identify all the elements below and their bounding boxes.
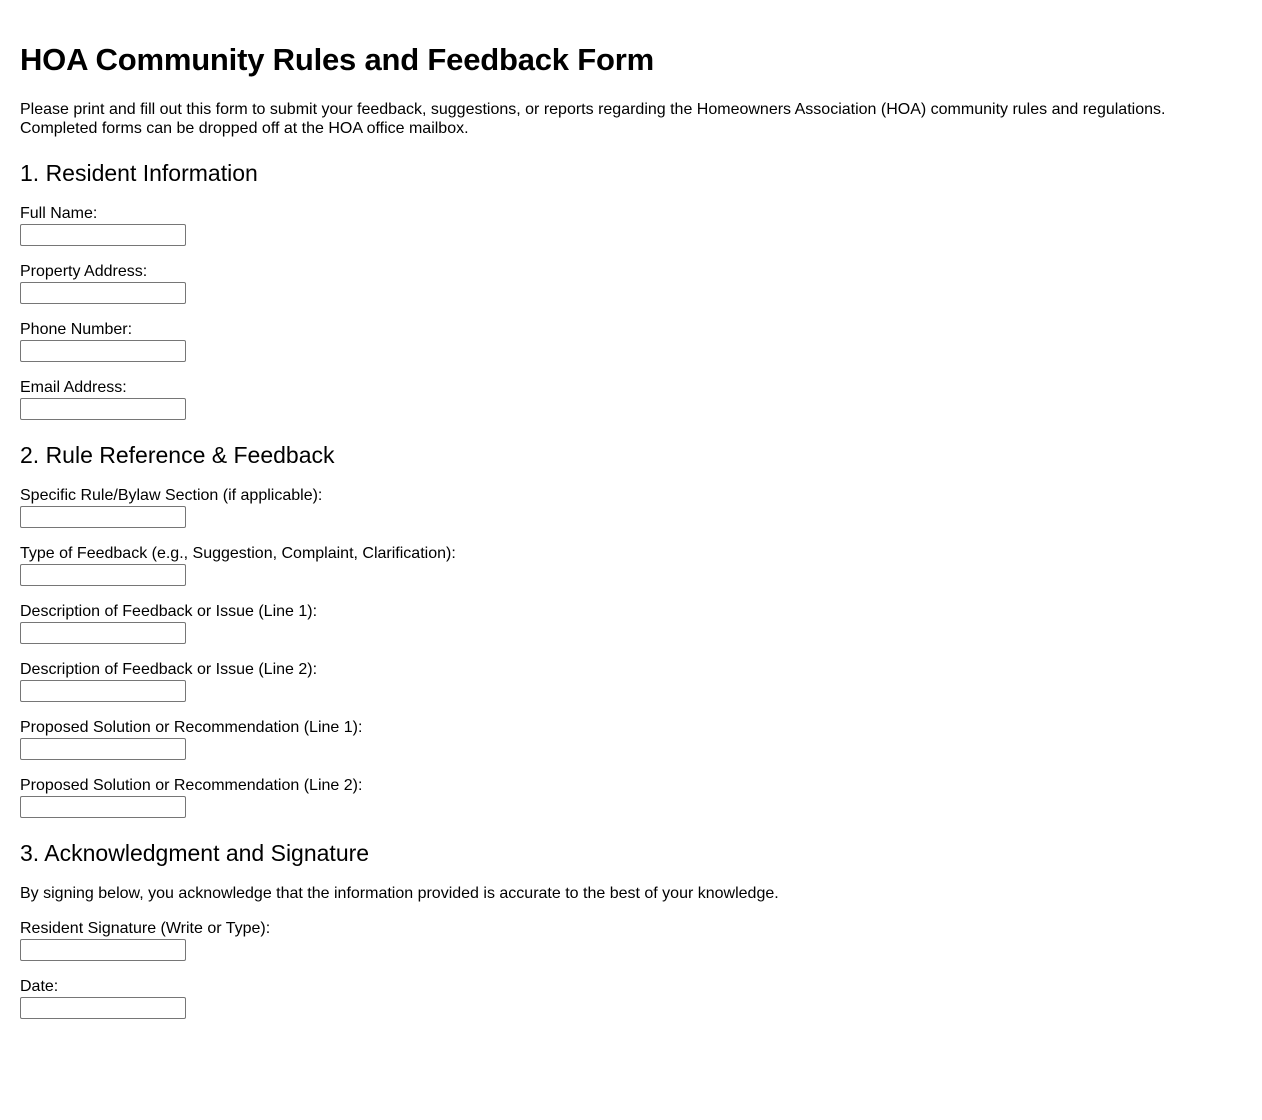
acknowledgment-text: By signing below, you acknowledge that the information provided is accurate to the best of your knowledge. [20, 885, 779, 902]
feedback-type-group [20, 544, 1242, 586]
signature-input[interactable] [20, 939, 186, 961]
solution-line2-group [20, 776, 1242, 818]
full-name-input[interactable] [20, 224, 186, 246]
property-address-input[interactable] [20, 282, 186, 304]
description-line2-label: Description of Feedback or Issue (Line 2): [20, 661, 318, 678]
description-line2-input[interactable] [20, 680, 186, 702]
email-address-label: Email Address: [20, 379, 127, 396]
solution-line1-group [20, 718, 1242, 760]
feedback-type-input[interactable] [20, 564, 186, 586]
signature-fields [20, 919, 1242, 1019]
description-line2-group [20, 660, 1242, 702]
description-line1-group [20, 602, 1242, 644]
property-address-label: Property Address: [20, 263, 148, 280]
rule-feedback-fields [20, 486, 1242, 818]
page-title: HOA Community Rules and Feedback Form [20, 42, 654, 77]
section-heading-acknowledgment: 3. Acknowledgment and Signature [20, 840, 370, 866]
phone-number-input[interactable] [20, 340, 186, 362]
full-name-group [20, 204, 1242, 246]
email-address-group [20, 378, 1242, 420]
solution-line1-label: Proposed Solution or Recommendation (Line 1): [20, 719, 363, 736]
rule-section-label: Specific Rule/Bylaw Section (if applicable): [20, 487, 323, 504]
section-heading-resident-information: 1. Resident Information [20, 160, 258, 186]
phone-number-label: Phone Number: [20, 321, 133, 338]
date-input[interactable] [20, 997, 186, 1019]
date-group [20, 977, 1242, 1019]
feedback-type-label: Type of Feedback (e.g., Suggestion, Complaint, Clarification): [20, 545, 456, 562]
section-heading-rule-reference: 2. Rule Reference & Feedback [20, 442, 335, 468]
signature-label: Resident Signature (Write or Type): [20, 920, 271, 937]
rule-section-group [20, 486, 1242, 528]
description-line1-label: Description of Feedback or Issue (Line 1): [20, 603, 318, 620]
resident-information-fields [20, 204, 1242, 420]
phone-number-group [20, 320, 1242, 362]
solution-line2-label: Proposed Solution or Recommendation (Line 2): [20, 777, 363, 794]
property-address-group [20, 262, 1242, 304]
solution-line2-input[interactable] [20, 796, 186, 818]
description-line1-input[interactable] [20, 622, 186, 644]
solution-line1-input[interactable] [20, 738, 186, 760]
date-label: Date: [20, 978, 59, 995]
rule-section-input[interactable] [20, 506, 186, 528]
email-address-input[interactable] [20, 398, 186, 420]
signature-group [20, 919, 1242, 961]
form-instructions: Please print and fill out this form to submit your feedback, suggestions, or reports regarding the Homeowners Association (HOA) community rules and regulations. Completed forms can be dropped off at the HOA office mailbox. [20, 101, 1166, 137]
full-name-label: Full Name: [20, 205, 98, 222]
